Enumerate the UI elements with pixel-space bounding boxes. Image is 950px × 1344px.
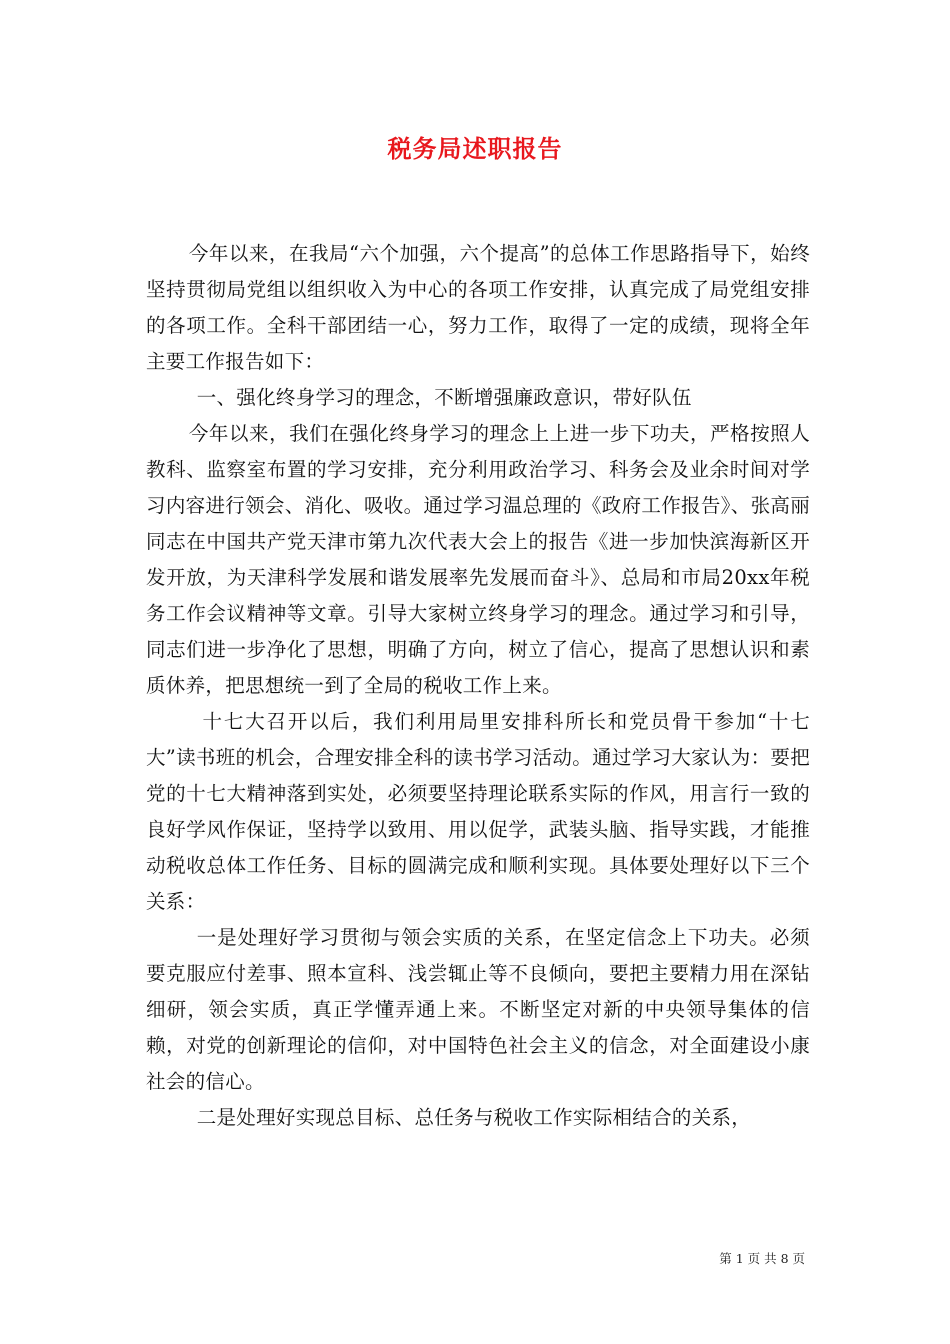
paragraph-relation-2: 二是处理好实现总目标、总任务与税收工作实际相结合的关系， bbox=[196, 1106, 752, 1129]
document-title: 税务局述职报告 bbox=[387, 134, 563, 163]
paragraph-seventeenth-congress: 十七大召开以后，我们利用局里安排科所长和党员骨干参加“十七大”读书班的机会，合理安排全科的读书学习活动。通过学习大家认为：要把党的十七大精神落到实处，必须要坚持理论联系实际的作风，用言行一致的良好学风作保证，坚持学以致用、用以促学，武装头脑、指导实践，才能推动税收总体工作任务、目标的圆满完成和顺利实现。具体要处理好以下三个关系： bbox=[146, 710, 810, 913]
page-number-footer: 第 1 页 共 8 页 bbox=[719, 1251, 805, 1266]
paragraph-relation-1: 一是处理好学习贯彻与领会实质的关系，在坚定信念上下功夫。必须要克服应付差事、照本宣科、浅尝辄止等不良倾向，要把主要精力用在深钻细研，领会实质，真正学懂弄通上来。不断坚定对新的中央领导集体的信赖，对党的创新理论的信仰，对中国特色社会主义的信念，对全面建设小康社会的信心。 bbox=[146, 926, 810, 1093]
document-body bbox=[146, 236, 810, 1136]
paragraph-intro: 今年以来，在我局“六个加强，六个提高”的总体工作思路指导下，始终坚持贯彻局党组以组织收入为中心的各项工作安排，认真完成了局党组安排的各项工作。全科干部团结一心，努力工作，取得了一定的成绩，现将全年主要工作报告如下： bbox=[146, 242, 810, 373]
section-heading-1: 一、强化终身学习的理念，不断增强廉政意识，带好队伍 bbox=[196, 386, 692, 409]
paragraph-study: 今年以来，我们在强化终身学习的理念上上进一步下功夫，严格按照人教科、监察室布置的学习安排，充分利用政治学习、科务会及业余时间对学习内容进行领会、消化、吸收。通过学习温总理的《政府工作报告》、张高丽同志在中国共产党天津市第九次代表大会上的报告《进一步加快滨海新区开发开放，为天津科学发展和谐发展率先发展而奋斗》、总局和市局20xx年税务工作会议精神等文章。引导大家树立终身学习的理念。通过学习和引导，同志们进一步净化了思想，明确了方向，树立了信心，提高了思想认识和素质休养，把思想统一到了全局的税收工作上来。 bbox=[146, 422, 810, 697]
